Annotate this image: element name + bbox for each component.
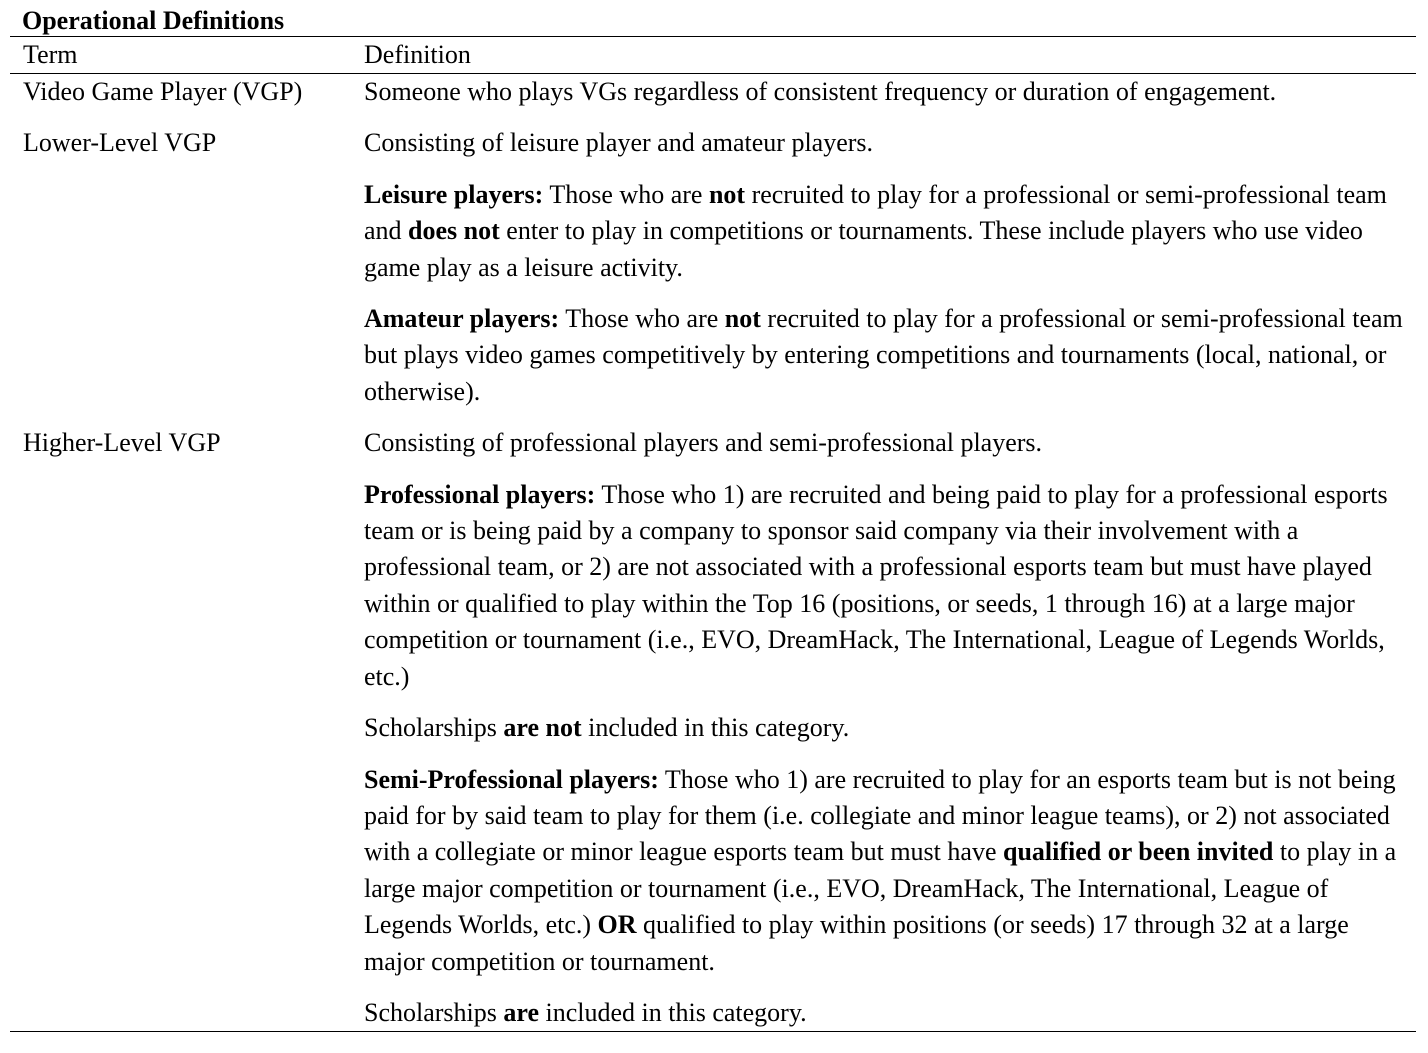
text-run: Consisting of professional players and semi-professional players. <box>364 428 1043 458</box>
header-definition: Definition <box>364 40 471 69</box>
definition-paragraph <box>364 425 1408 461</box>
definition-paragraph <box>364 995 1408 1031</box>
term-cell: Lower-Level VGP <box>23 128 217 158</box>
bold-text: Semi-Professional players: <box>364 764 659 794</box>
text-run: Those who 1) are recruited to play for an esports team but is not being paid for by said team to play for them (i.e. collegiate and minor league teams), or 2) not associated with a collegiate or minor league esports team but must have <box>364 764 1396 867</box>
text-run: Those who are <box>543 179 709 209</box>
table-row <box>10 125 1416 425</box>
table-body <box>10 74 1416 1031</box>
definitions-table <box>10 0 1416 1032</box>
definition-cell <box>364 425 1416 1031</box>
header-term: Term <box>23 40 78 69</box>
definition-cell <box>364 74 1416 125</box>
bold-text: not <box>708 179 746 209</box>
definition-paragraph <box>364 710 1408 746</box>
bold-text: Leisure players: <box>364 179 544 209</box>
bold-text: are not <box>503 713 582 743</box>
text-run: included in this category. <box>581 713 850 743</box>
text-run: Someone who plays VGs regardless of consistent frequency or duration of engagement. <box>364 77 1277 106</box>
text-run: Scholarships <box>364 997 504 1027</box>
definition-cell <box>364 125 1416 425</box>
bold-text: not <box>724 304 761 334</box>
text-run: Those who are <box>559 304 725 334</box>
text-run: Consisting of leisure player and amateur players. <box>364 128 874 158</box>
bold-text: does not <box>408 216 500 246</box>
text-run: to play in a large major competition or tournament (i.e., EVO, DreamHack, The International, League of Legends Worlds, etc.) <box>364 837 1397 940</box>
text-run: included in this category. <box>539 997 807 1027</box>
bold-text: Professional players: <box>364 479 596 509</box>
bottom-rule <box>10 1031 1416 1032</box>
table-row <box>10 425 1416 1031</box>
definition-paragraph <box>364 477 1408 695</box>
text-run: Scholarships <box>364 713 504 743</box>
table-title: Operational Definitions <box>22 6 285 35</box>
definition-paragraph <box>364 74 1408 110</box>
bold-text: OR <box>597 910 637 940</box>
term-cell: Higher-Level VGP <box>23 428 221 458</box>
header-row <box>10 37 1416 73</box>
text-run: recruited to play for a professional or semi-professional team but plays video games competitively by entering competitions and tournaments (local, national, or otherwise). <box>364 304 1403 406</box>
definition-paragraph <box>364 125 1408 161</box>
bold-text: qualified or been invited <box>1002 837 1274 867</box>
text-run: enter to play in competitions or tournaments. These include players who use video game play as a leisure activity. <box>364 216 1363 282</box>
text-run: qualified to play within positions (or seeds) 17 through 32 at a large major competition or tournament. <box>364 910 1349 976</box>
definition-paragraph <box>364 177 1408 286</box>
bold-text: are <box>503 997 540 1027</box>
definition-paragraph <box>364 301 1408 410</box>
term-cell: Video Game Player (VGP) <box>23 77 303 106</box>
text-run: Those who 1) are recruited and being paid to play for a professional esports team or is being paid by a company to sponsor said company via their involvement with a professional team, or 2) are not associated with a professional esports team but must have played within or qualified to play within the Top 16 (positions, or seeds, 1 through 16) at a large major competition or tournament (i.e., EVO, DreamHack, The International, League of Legends Worlds, etc.) <box>364 479 1388 691</box>
table-row <box>10 74 1416 125</box>
bold-text: Amateur players: <box>364 304 560 334</box>
text-run: recruited to play for a professional or semi-professional team and <box>364 179 1387 246</box>
definition-paragraph <box>364 762 1408 980</box>
